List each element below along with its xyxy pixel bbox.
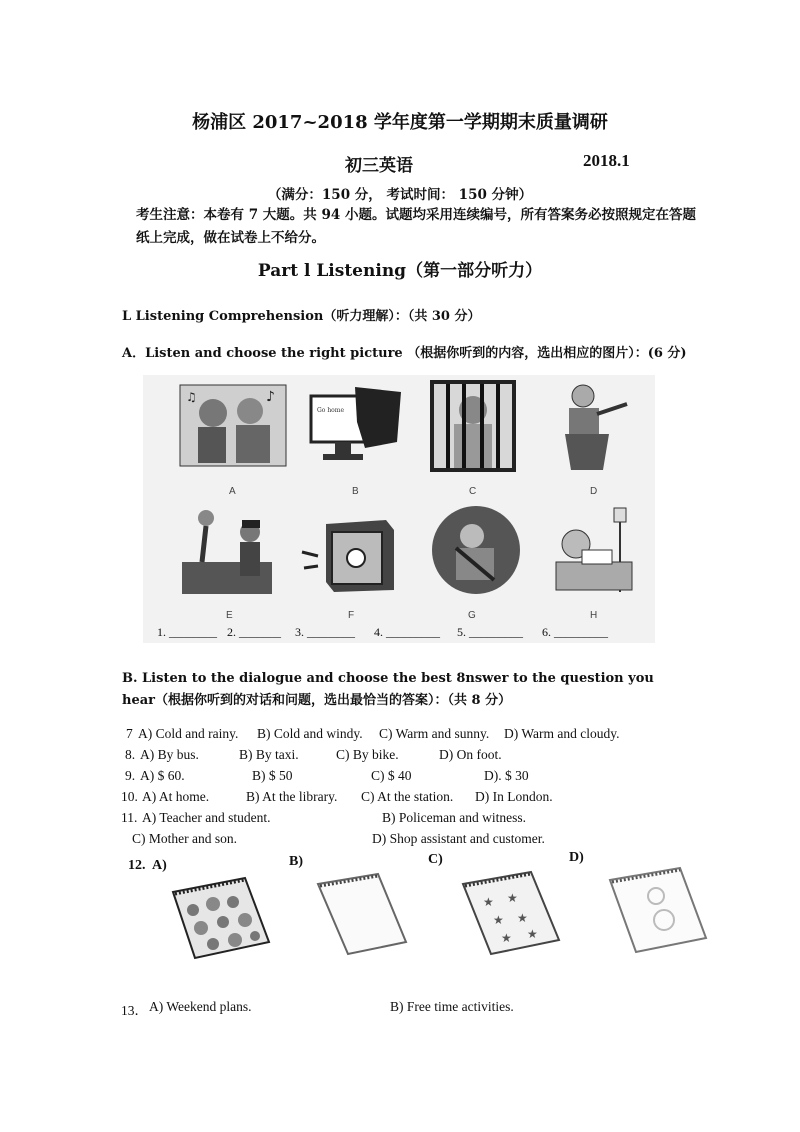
speaker-at-podium-icon [553, 380, 633, 472]
q8-option-d[interactable]: D) On foot. [439, 747, 502, 762]
q11-number: 11. [121, 810, 138, 825]
q7-option-a[interactable]: A) Cold and rainy. [138, 726, 239, 741]
svg-text:♫: ♫ [186, 390, 197, 404]
answer-blank-5[interactable]: 5. _________ [457, 625, 523, 639]
q9-option-b[interactable]: B) $ 50 [252, 768, 293, 783]
q9-option-a[interactable]: A) $ 60. [140, 768, 185, 783]
q11-option-d[interactable]: D) Shop assistant and customer. [372, 831, 545, 846]
exam-title: 杨浦区 2017~2018 学年度第一学期期末质量调研 [192, 112, 608, 133]
picture-label-a: A [229, 486, 236, 497]
exam-date: 2018.1 [583, 151, 630, 170]
svg-text:★: ★ [501, 931, 512, 945]
q10-option-d[interactable]: D) In London. [475, 789, 553, 804]
picture-label-f: F [348, 610, 355, 621]
q8-option-c[interactable]: C) By bike. [336, 747, 399, 762]
q10-option-c[interactable]: C) At the station. [361, 789, 454, 804]
q12-option-c-label[interactable]: C) [428, 852, 443, 867]
q10-option-a[interactable]: A) At home. [142, 789, 210, 804]
q13-option-a[interactable]: A) Weekend plans. [149, 999, 252, 1014]
picture-label-e: E [226, 610, 233, 621]
q11-option-c[interactable]: C) Mother and son. [132, 831, 237, 846]
picture-label-c: C [469, 486, 477, 497]
people-with-music-notes-icon [178, 383, 288, 468]
answer-blank-1[interactable]: 1. ________ [157, 625, 217, 639]
section-a-heading: A．Listen and choose the right picture （根据你听到的内容，选出相应的图片）：(6 分) [122, 346, 687, 361]
q10-option-b[interactable]: B) At the library. [246, 789, 338, 804]
picture-label-h: H [590, 610, 598, 621]
safe-icon [298, 510, 410, 596]
exam-info: （满分：150 分， 考试时间： 150 分钟） [267, 187, 533, 203]
svg-text:★: ★ [483, 895, 494, 909]
answer-blank-4[interactable]: 4. _________ [374, 625, 440, 639]
answer-blank-2[interactable]: 2. _______ [227, 625, 281, 639]
part-title: Part l Listening（第一部分听力） [257, 261, 543, 281]
q11-option-a[interactable]: A) Teacher and student. [142, 810, 271, 825]
svg-text:★: ★ [493, 913, 504, 927]
q12-option-b-label[interactable]: B) [289, 854, 303, 869]
svg-text:Go home: Go home [317, 407, 345, 414]
plain-notebook-icon[interactable] [312, 868, 412, 960]
q7-number: 7 [126, 726, 133, 741]
notebook-with-faint-design-icon[interactable] [600, 862, 710, 958]
svg-text:★: ★ [507, 891, 518, 905]
man-with-seatbelt-icon [430, 504, 522, 596]
q13-number: 13． [121, 1003, 148, 1018]
prisoner-behind-bars-icon [430, 380, 516, 472]
thief-running-icon [176, 506, 282, 598]
q13-option-b[interactable]: B) Free time activities. [390, 999, 514, 1014]
q8-option-a[interactable]: A) By bus. [140, 747, 199, 762]
section-b-heading: B. Listen to the dialogue and choose the best 8nswer to the question you hear（根据你听到的对话和问题，选出最恰当的答案）：（共 8 分） [122, 671, 654, 708]
svg-text:♪: ♪ [266, 389, 275, 405]
q7-option-b[interactable]: B) Cold and windy. [257, 726, 363, 741]
svg-text:★: ★ [517, 911, 528, 925]
patient-in-bed-icon [550, 504, 640, 598]
section-listening-comprehension: L Listening Comprehension（听力理解）：（共 30 分） [122, 309, 481, 324]
q7-option-d[interactable]: D) Warm and cloudy. [504, 726, 620, 741]
q9-number: 9. [125, 768, 136, 783]
notebook-with-circles-icon[interactable] [165, 872, 275, 962]
svg-text:★: ★ [527, 927, 538, 941]
exam-notice: 考生注意：本卷有 7 大题。共 94 小题。试题均采用连续编号，所有答案务必按照规定在答题纸上完成，做在试卷上不给分。 [136, 207, 696, 246]
exam-subject: 初三英语 [345, 156, 413, 176]
q10-number: 10. [121, 789, 138, 804]
q12-option-d-label[interactable]: D) [569, 850, 584, 865]
q8-option-b[interactable]: B) By taxi. [239, 747, 299, 762]
q12-number: 12. [128, 858, 146, 873]
q11-option-b[interactable]: B) Policeman and witness. [382, 810, 526, 825]
q12-option-a-label[interactable]: A) [152, 858, 167, 873]
computer-monitor-icon [305, 382, 405, 470]
notebook-with-stars-icon[interactable] [455, 866, 565, 960]
answer-blank-3[interactable]: 3. ________ [295, 625, 355, 639]
q8-number: 8. [125, 747, 136, 762]
picture-label-d: D [590, 486, 598, 497]
q7-option-c[interactable]: C) Warm and sunny. [379, 726, 490, 741]
answer-blank-6[interactable]: 6. _________ [542, 625, 608, 639]
picture-label-g: G [468, 610, 476, 621]
q9-option-c[interactable]: C) $ 40 [371, 768, 412, 783]
picture-label-b: B [352, 486, 359, 497]
q9-option-d[interactable]: D). $ 30 [484, 768, 529, 783]
